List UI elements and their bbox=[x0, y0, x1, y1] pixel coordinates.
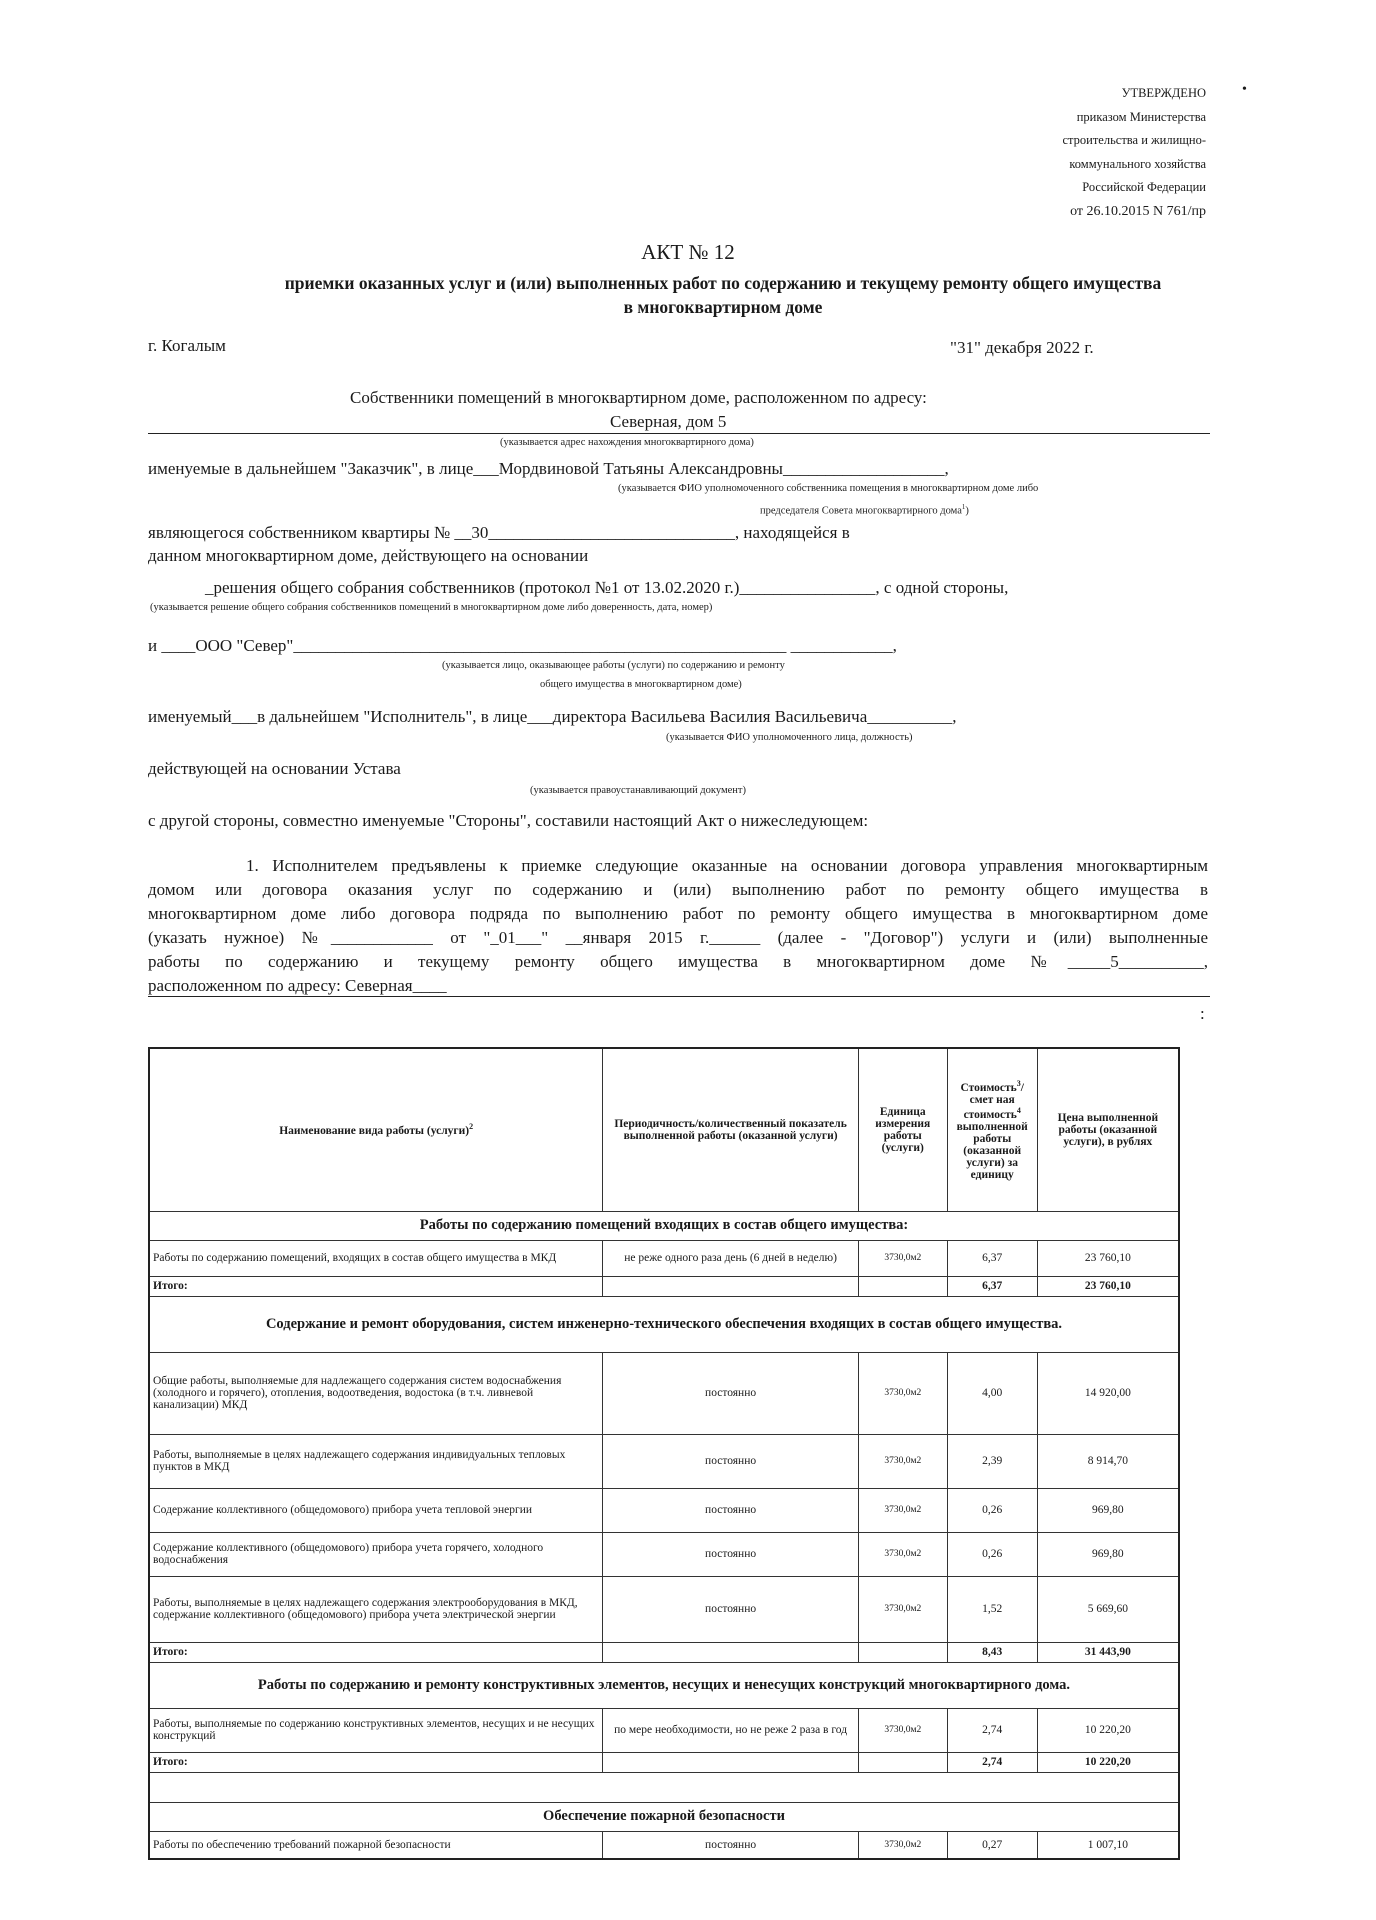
approval-line: Российской Федерации bbox=[1082, 180, 1206, 194]
work-price: 14 920,00 bbox=[1037, 1352, 1179, 1434]
customer-note-2: председателя Совета многоквартирного дома$^1$) bbox=[760, 503, 969, 517]
approval-line: приказом Министерства bbox=[1076, 109, 1206, 124]
work-price: 969,80 bbox=[1037, 1532, 1179, 1576]
table-row bbox=[149, 1352, 1179, 1434]
work-price: 969,80 bbox=[1037, 1488, 1179, 1532]
total-price: 23 760,10 bbox=[1037, 1276, 1179, 1296]
total-cost: 2,74 bbox=[947, 1752, 1037, 1772]
work-name: Содержание коллективного (общедомового) прибора учета горячего, холодного водоснабжения bbox=[149, 1532, 603, 1576]
clause-colon: : bbox=[1200, 1004, 1205, 1023]
approval-block bbox=[1062, 82, 1206, 223]
owners-address: Северная, дом 5 bbox=[610, 412, 727, 431]
work-period: не реже одного раза день (6 дней в неделю) bbox=[603, 1240, 858, 1276]
work-name: Работы, выполняемые в целях надлежащего содержания индивидуальных тепловых пунктов в МКД bbox=[149, 1434, 603, 1488]
section-title: Работы по содержанию и ремонту конструктивных элементов, несущих и ненесущих конструкций многоквартирного дома. bbox=[149, 1662, 1179, 1708]
approval-line: коммунального хозяйства bbox=[1069, 156, 1206, 171]
work-price: 23 760,10 bbox=[1037, 1240, 1179, 1276]
section-row bbox=[149, 1802, 1179, 1831]
table-row bbox=[149, 1708, 1179, 1752]
approval-line: от 26.10.2015 N 761/пр bbox=[1070, 203, 1206, 219]
section-title: Работы по содержанию помещений входящих в состав общего имущества: bbox=[149, 1211, 1179, 1240]
work-name: Работы по обеспечению требований пожарной безопасности bbox=[149, 1831, 603, 1859]
work-unit: 3730,0м2 bbox=[858, 1434, 947, 1488]
header-name: Наименование вида работы (услуги)$^2$ bbox=[149, 1048, 603, 1211]
work-cost: 2,74 bbox=[947, 1708, 1037, 1752]
work-cost: 0,26 bbox=[947, 1488, 1037, 1532]
table-row bbox=[149, 1434, 1179, 1488]
work-price: 5 669,60 bbox=[1037, 1576, 1179, 1642]
work-name: Работы, выполняемые в целях надлежащего содержания электрооборудования в МКД, содержание коллективного (общедомового) прибора учета электрической энергии bbox=[149, 1576, 603, 1642]
approval-line: УТВЕРЖДЕНО bbox=[1121, 86, 1206, 100]
work-cost: 1,52 bbox=[947, 1576, 1037, 1642]
address-note: (указывается адрес нахождения многоквартирного дома) bbox=[500, 437, 754, 448]
table-header-row bbox=[149, 1048, 1179, 1211]
scan-dot: • bbox=[1242, 82, 1247, 97]
work-price: 1 007,10 bbox=[1037, 1831, 1179, 1859]
work-period: постоянно bbox=[603, 1576, 858, 1642]
section-row bbox=[149, 1296, 1179, 1352]
house-line: данном многоквартирном доме, действующего на основании bbox=[148, 546, 589, 565]
clause-1 bbox=[148, 854, 1208, 998]
work-name: Работы по содержанию помещений, входящих в состав общего имущества в МКД bbox=[149, 1240, 603, 1276]
header-cost: Стоимость$^3$/смет ная стоимость$^4$ выполненной работы (оказанной услуги) за единицу bbox=[947, 1048, 1037, 1211]
city: г. Когалым bbox=[148, 336, 226, 355]
owners-basis-note: (указывается решение общего собрания собственников помещений в многоквартирном доме либо доверенность, дата, номер) bbox=[150, 602, 713, 613]
work-name: Общие работы, выполняемые для надлежащего содержания систем водоснабжения (холодного и горячего), отопления, водоотведения, водостока (в т.ч. ливневой канализации) МКД bbox=[149, 1352, 603, 1434]
total-label: Итого: bbox=[149, 1752, 603, 1772]
total-label: Итого: bbox=[149, 1276, 603, 1296]
owners-basis: _решения общего собрания собственников (протокол №1 от 13.02.2020 г.)________________, с одной стороны, bbox=[205, 578, 1009, 597]
contractor-named-note: (указывается ФИО уполномоченного лица, должность) bbox=[666, 732, 913, 743]
table-row bbox=[149, 1576, 1179, 1642]
work-cost: 0,26 bbox=[947, 1532, 1037, 1576]
customer-named: именуемые в дальнейшем "Заказчик", в лице___Мордвиновой Татьяны Александровны___________________, bbox=[148, 459, 949, 478]
contractor-named: именуемый___в дальнейшем "Исполнитель", в лице___директора Васильева Василия Васильевича__________, bbox=[148, 707, 957, 726]
contractor-basis-note: (указывается правоустанавливающий документ) bbox=[530, 785, 746, 796]
work-period: постоянно bbox=[603, 1831, 858, 1859]
total-label: Итого: bbox=[149, 1642, 603, 1662]
table-row bbox=[149, 1831, 1179, 1859]
work-period: постоянно bbox=[603, 1488, 858, 1532]
contractor-note-2: общего имущества в многоквартирном доме) bbox=[540, 679, 742, 690]
work-unit: 3730,0м2 bbox=[858, 1708, 947, 1752]
section-row bbox=[149, 1662, 1179, 1708]
total-price: 10 220,20 bbox=[1037, 1752, 1179, 1772]
subtitle-line-2: в многоквартирном доме bbox=[623, 297, 823, 317]
work-unit: 3730,0м2 bbox=[858, 1831, 947, 1859]
work-cost: 4,00 bbox=[947, 1352, 1037, 1434]
contractor-note-1: (указывается лицо, оказывающее работы (услуги) по содержанию и ремонту bbox=[442, 660, 785, 671]
work-price: 8 914,70 bbox=[1037, 1434, 1179, 1488]
total-price: 31 443,90 bbox=[1037, 1642, 1179, 1662]
work-unit: 3730,0м2 bbox=[858, 1240, 947, 1276]
work-unit: 3730,0м2 bbox=[858, 1352, 947, 1434]
parties-together: с другой стороны, совместно именуемые "Стороны", составили настоящий Акт о нижеследующем: bbox=[148, 811, 869, 830]
spacer-row bbox=[149, 1772, 1179, 1802]
customer-note-1: (указывается ФИО уполномоченного собственника помещения в многоквартирном доме либо bbox=[618, 483, 1039, 494]
address-underline bbox=[148, 433, 1210, 434]
work-cost: 6,37 bbox=[947, 1240, 1037, 1276]
work-cost: 2,39 bbox=[947, 1434, 1037, 1488]
clause-line: многоквартирном доме либо договора подряда по выполнению работ по ремонту общего имущества в многоквартирном доме bbox=[148, 904, 1208, 923]
work-period: постоянно bbox=[603, 1434, 858, 1488]
header-price: Цена выполненной работы (оказанной услуги), в рублях bbox=[1037, 1048, 1179, 1211]
work-period: постоянно bbox=[603, 1352, 858, 1434]
approval-line: строительства и жилищно- bbox=[1062, 133, 1206, 147]
header-unit: Единица измерения работы (услуги) bbox=[858, 1048, 947, 1211]
work-period: постоянно bbox=[603, 1532, 858, 1576]
total-row bbox=[149, 1752, 1179, 1772]
work-unit: 3730,0м2 bbox=[858, 1532, 947, 1576]
header-periodicity: Периодичность/количественный показатель выполненной работы (оказанной услуги) bbox=[603, 1048, 858, 1211]
work-unit: 3730,0м2 bbox=[858, 1488, 947, 1532]
contractor-basis: действующей на основании Устава bbox=[148, 759, 401, 778]
work-period: по мере необходимости, но не реже 2 раза в год bbox=[603, 1708, 858, 1752]
table-row bbox=[149, 1532, 1179, 1576]
contractor-name: и ____ООО "Север"__________________________________________________________ ____________, bbox=[148, 636, 897, 655]
total-row bbox=[149, 1642, 1179, 1662]
table-row bbox=[149, 1488, 1179, 1532]
clause-line: (указать нужное) №____________ от "_01___" __января 2015 г.______ (далее - "Договор") услуги и (или) выполненные bbox=[148, 928, 1208, 947]
section-title: Обеспечение пожарной безопасности bbox=[149, 1802, 1179, 1831]
clause-line: работы по содержанию и текущему ремонту общего имущества в многоквартирном доме №_____5__________, bbox=[148, 952, 1208, 971]
total-cost: 8,43 bbox=[947, 1642, 1037, 1662]
subtitle-line-1: приемки оказанных услуг и (или) выполненных работ по содержанию и текущему ремонту общего имущества bbox=[284, 273, 1162, 293]
owners-intro: Собственники помещений в многоквартирном доме, расположенном по адресу: bbox=[350, 388, 927, 407]
act-date: "31" декабря 2022 г. bbox=[950, 338, 1094, 357]
clause-line: 1. Исполнителем предъявлены к приемке следующие оказанные на основании договора управления многоквартирным bbox=[246, 856, 1208, 875]
document-subtitle bbox=[0, 271, 1376, 319]
clause-line: расположенном по адресу: Северная____ bbox=[148, 976, 447, 995]
clause-line: домом или договора оказания услуг по содержанию и (или) выполнению работ по ремонту общего имущества в bbox=[148, 880, 1208, 899]
work-price: 10 220,20 bbox=[1037, 1708, 1179, 1752]
table-row bbox=[149, 1240, 1179, 1276]
document-title: АКТ № 12 bbox=[641, 240, 735, 264]
total-cost: 6,37 bbox=[947, 1276, 1037, 1296]
work-cost: 0,27 bbox=[947, 1831, 1037, 1859]
total-row bbox=[149, 1276, 1179, 1296]
work-name: Содержание коллективного (общедомового) прибора учета тепловой энергии bbox=[149, 1488, 603, 1532]
work-name: Работы, выполняемые по содержанию конструктивных элементов, несущих и не несущих конструкций bbox=[149, 1708, 603, 1752]
section-title: Содержание и ремонт оборудования, систем инженерно-технического обеспечения входящих в состав общего имущества. bbox=[149, 1296, 1179, 1352]
section-row bbox=[149, 1211, 1179, 1240]
apartment-line: являющегося собственником квартиры № __30_____________________________, находящейся в bbox=[148, 523, 850, 542]
works-table bbox=[148, 1047, 1180, 1860]
work-unit: 3730,0м2 bbox=[858, 1576, 947, 1642]
clause-underline bbox=[148, 996, 1210, 997]
